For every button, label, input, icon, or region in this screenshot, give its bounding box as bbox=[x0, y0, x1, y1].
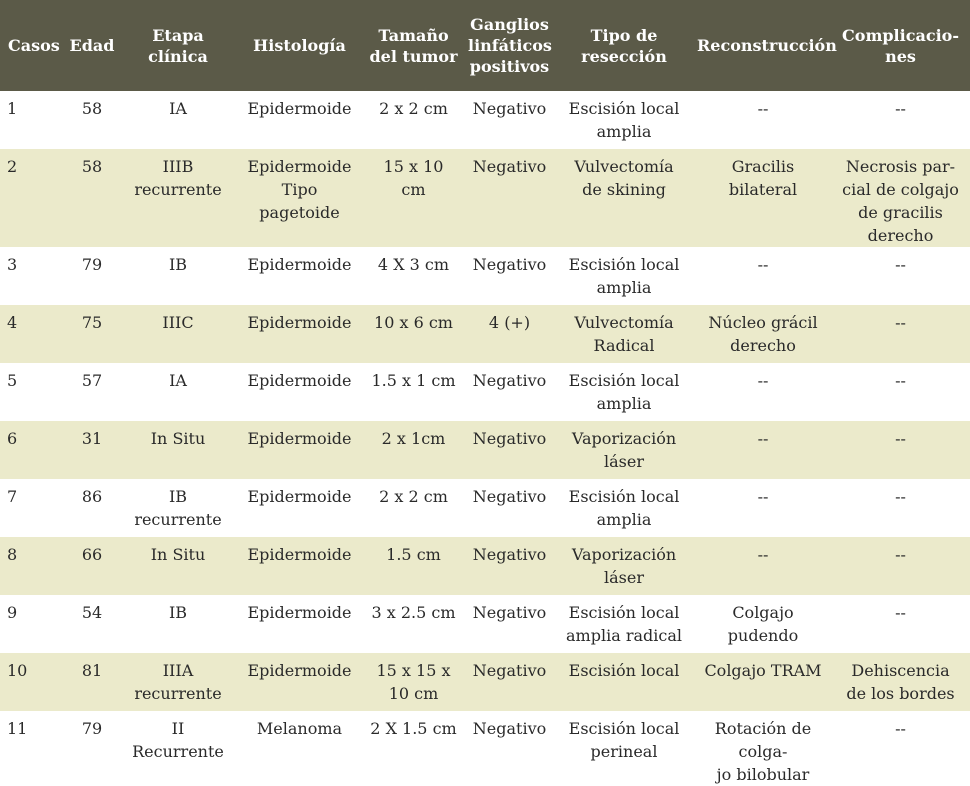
cell-reconstruccion: -- bbox=[757, 371, 769, 390]
cell-reconstruccion: Rotación de colga- jo bilobular bbox=[714, 719, 812, 784]
cell-ganglios: Negativo bbox=[472, 157, 547, 176]
table-row bbox=[0, 479, 970, 537]
cell-casos: 5 bbox=[7, 371, 18, 390]
cell-complicaciones: Dehiscencia de los bordes bbox=[846, 661, 955, 703]
cell-edad: 79 bbox=[81, 255, 103, 274]
cell-complicaciones: -- bbox=[895, 371, 906, 390]
cell-edad: 79 bbox=[81, 719, 103, 738]
table-row bbox=[0, 711, 970, 786]
cell-histologia: Epidermoide bbox=[247, 603, 352, 622]
cell-ganglios: Negativo bbox=[472, 429, 547, 448]
cell-etapa: II Recurrente bbox=[132, 719, 224, 761]
col-header-complicaciones: Complicacio- nes bbox=[842, 25, 959, 66]
col-header-casos: Casos bbox=[8, 36, 60, 55]
cell-histologia: Melanoma bbox=[256, 719, 343, 738]
cell-etapa: IB recurrente bbox=[134, 487, 222, 529]
cell-complicaciones: -- bbox=[895, 719, 906, 738]
cell-ganglios: Negativo bbox=[472, 99, 547, 118]
cell-ganglios: Negativo bbox=[472, 487, 547, 506]
cell-edad: 66 bbox=[81, 545, 103, 564]
cell-edad: 31 bbox=[81, 429, 103, 448]
cell-edad: 57 bbox=[81, 371, 103, 390]
cell-reconstruccion: -- bbox=[757, 99, 769, 118]
cell-reconstruccion: Núcleo grácil derecho bbox=[708, 313, 818, 355]
cell-tamano: 2 x 1cm bbox=[381, 429, 446, 448]
cell-tamano: 4 X 3 cm bbox=[377, 255, 450, 274]
cell-reconstruccion: -- bbox=[757, 487, 769, 506]
cell-histologia: Epidermoide bbox=[247, 313, 352, 332]
cell-edad: 81 bbox=[81, 661, 103, 680]
cell-reseccion: Vaporización láser bbox=[571, 545, 677, 587]
cell-complicaciones: -- bbox=[895, 487, 906, 506]
cell-reseccion: Escisión local amplia radical bbox=[566, 603, 682, 645]
cell-casos: 7 bbox=[7, 487, 18, 506]
cell-reseccion: Vulvectomía de skining bbox=[574, 157, 674, 199]
cell-reseccion: Vaporización láser bbox=[571, 429, 677, 471]
cell-reseccion: Vulvectomía Radical bbox=[574, 313, 674, 355]
cell-tamano: 2 x 2 cm bbox=[379, 99, 448, 118]
table-row bbox=[0, 595, 970, 653]
cell-casos: 11 bbox=[7, 719, 28, 738]
cell-reseccion: Escisión local bbox=[568, 661, 680, 680]
cell-ganglios: Negativo bbox=[472, 661, 547, 680]
cell-ganglios: 4 (+) bbox=[488, 313, 531, 332]
table-row bbox=[0, 653, 970, 711]
cell-reseccion: Escisión local perineal bbox=[568, 719, 680, 761]
cell-histologia: Epidermoide bbox=[247, 255, 352, 274]
table-row bbox=[0, 149, 970, 247]
table-row bbox=[0, 247, 970, 305]
cell-reconstruccion: -- bbox=[757, 255, 769, 274]
cell-ganglios: Negativo bbox=[472, 719, 547, 738]
col-header-etapa: Etapa clínica bbox=[148, 25, 208, 66]
cell-reseccion: Escisión local amplia bbox=[568, 255, 680, 297]
cell-histologia: Epidermoide bbox=[247, 661, 352, 680]
cell-tamano: 15 x 15 x 10 cm bbox=[376, 661, 451, 703]
cell-etapa: IIIB recurrente bbox=[134, 157, 222, 199]
header-row bbox=[0, 0, 970, 91]
cell-etapa: IB bbox=[168, 603, 188, 622]
cell-casos: 1 bbox=[7, 99, 18, 118]
cell-histologia: Epidermoide Tipo pagetoide bbox=[247, 157, 352, 222]
cell-casos: 8 bbox=[7, 545, 18, 564]
cell-reconstruccion: Colgajo TRAM bbox=[704, 661, 822, 680]
cell-histologia: Epidermoide bbox=[247, 545, 352, 564]
cell-ganglios: Negativo bbox=[472, 371, 547, 390]
table-row bbox=[0, 421, 970, 479]
cell-etapa: IIIA recurrente bbox=[134, 661, 222, 703]
cell-tamano: 2 x 2 cm bbox=[379, 487, 448, 506]
table-row bbox=[0, 537, 970, 595]
cell-edad: 86 bbox=[81, 487, 103, 506]
cell-reconstruccion: Gracilis bilateral bbox=[728, 157, 798, 199]
cell-reseccion: Escisión local amplia bbox=[568, 99, 680, 141]
cell-reseccion: Escisión local amplia bbox=[568, 371, 680, 413]
cell-complicaciones: -- bbox=[895, 429, 906, 448]
cell-casos: 6 bbox=[7, 429, 18, 448]
cell-tamano: 15 x 10 cm bbox=[383, 157, 444, 199]
cell-reseccion: Escisión local amplia bbox=[568, 487, 680, 529]
cell-etapa: In Situ bbox=[150, 429, 206, 448]
table-row bbox=[0, 91, 970, 149]
cell-histologia: Epidermoide bbox=[247, 487, 352, 506]
table-row bbox=[0, 363, 970, 421]
col-header-edad: Edad bbox=[69, 36, 115, 55]
cell-complicaciones: -- bbox=[895, 545, 906, 564]
cell-ganglios: Negativo bbox=[472, 603, 547, 622]
cell-reconstruccion: Colgajo pudendo bbox=[727, 603, 799, 645]
cell-histologia: Epidermoide bbox=[247, 99, 352, 118]
cell-ganglios: Negativo bbox=[472, 545, 547, 564]
cell-edad: 54 bbox=[81, 603, 103, 622]
cell-complicaciones: -- bbox=[895, 255, 906, 274]
cell-tamano: 1.5 cm bbox=[386, 545, 441, 564]
cell-etapa: IB bbox=[168, 255, 188, 274]
cell-etapa: IA bbox=[169, 99, 187, 118]
cell-complicaciones: -- bbox=[895, 603, 906, 622]
cell-reconstruccion: -- bbox=[757, 429, 769, 448]
col-header-ganglios: Ganglios linfáticos positivos bbox=[468, 15, 552, 76]
cell-casos: 3 bbox=[7, 255, 18, 274]
col-header-histologia: Histología bbox=[253, 36, 346, 55]
cell-complicaciones: -- bbox=[895, 99, 906, 118]
cell-etapa: IIIC bbox=[162, 313, 194, 332]
col-header-tamano: Tamaño del tumor bbox=[369, 25, 458, 66]
cell-histologia: Epidermoide bbox=[247, 371, 352, 390]
cell-complicaciones: -- bbox=[895, 313, 906, 332]
cell-casos: 2 bbox=[7, 157, 18, 176]
cell-tamano: 3 x 2.5 cm bbox=[371, 603, 456, 622]
cell-histologia: Epidermoide bbox=[247, 429, 352, 448]
cell-etapa: IA bbox=[169, 371, 187, 390]
col-header-reseccion: Tipo de resección bbox=[581, 25, 667, 66]
col-header-reconstruccion: Reconstrucción bbox=[697, 36, 837, 55]
cell-edad: 58 bbox=[81, 157, 103, 176]
cell-edad: 58 bbox=[81, 99, 103, 118]
cell-casos: 10 bbox=[7, 661, 28, 680]
cell-ganglios: Negativo bbox=[472, 255, 547, 274]
cell-edad: 75 bbox=[81, 313, 103, 332]
cell-tamano: 10 x 6 cm bbox=[374, 313, 453, 332]
cell-complicaciones: Necrosis par- cial de colgajo de gracilis derecho bbox=[842, 157, 959, 245]
table-row bbox=[0, 305, 970, 363]
cell-tamano: 2 X 1.5 cm bbox=[370, 719, 457, 738]
cell-tamano: 1.5 x 1 cm bbox=[371, 371, 456, 390]
cell-reconstruccion: -- bbox=[757, 545, 769, 564]
cell-casos: 9 bbox=[7, 603, 18, 622]
cell-casos: 4 bbox=[7, 313, 18, 332]
cell-etapa: In Situ bbox=[150, 545, 206, 564]
